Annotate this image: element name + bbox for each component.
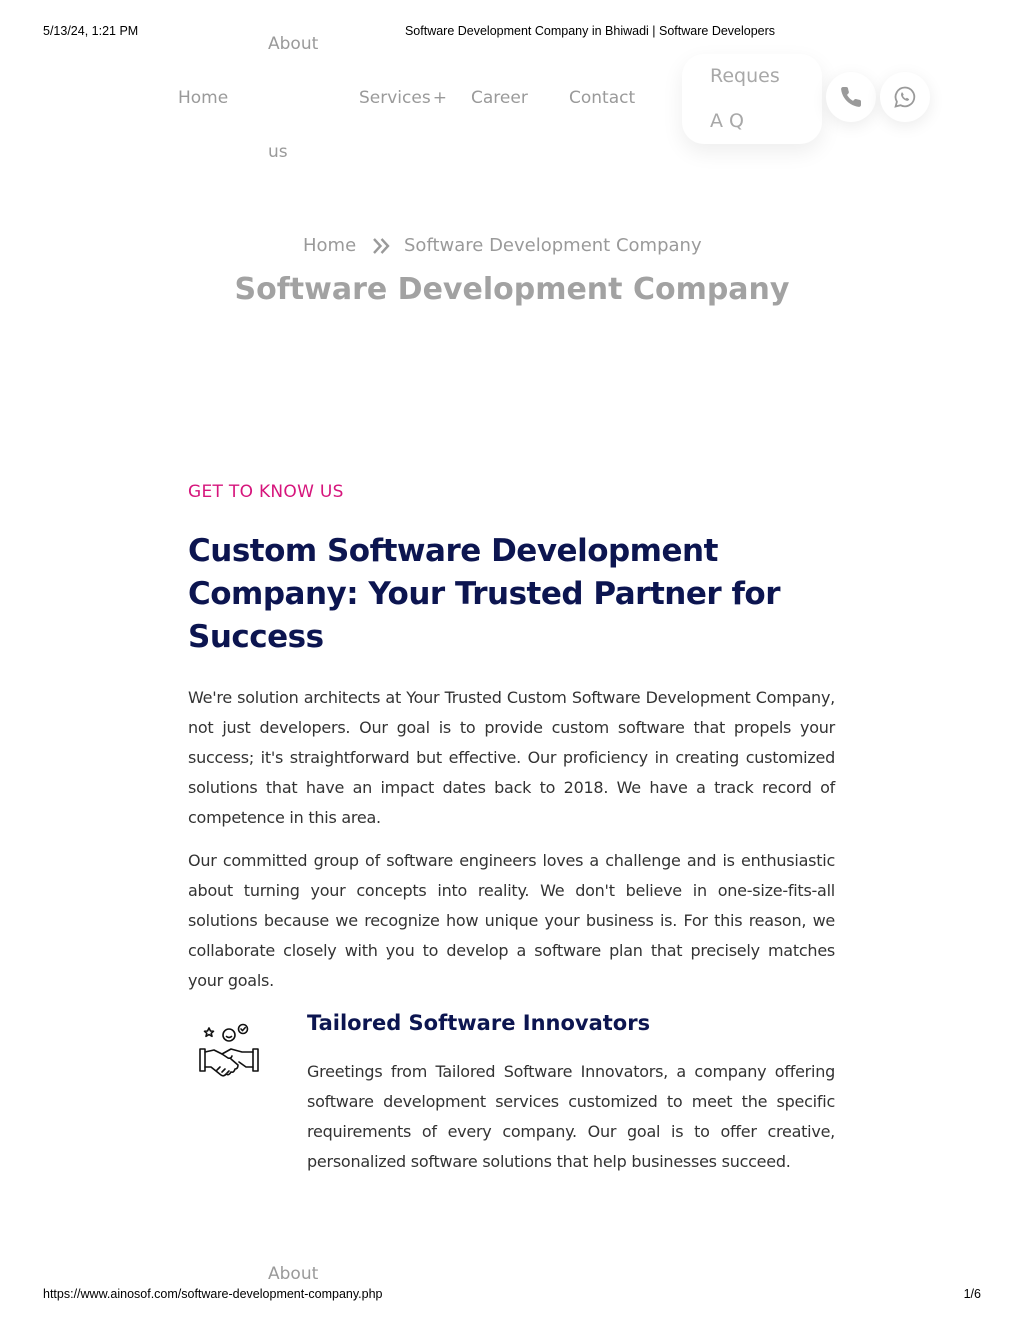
breadcrumb-current: Software Development Company [404, 235, 702, 256]
intro-paragraph: We're solution architects at Your Trusted Custom Software Development Company, not just developers. Our goal is to provide custom software that propels your success; it's straightforward but effective. Our proficiency in creating customized solutions that have an impact dates back to 2018. We have a track record of competence in this area. [188, 688, 835, 827]
ghost-about-label: About [268, 1264, 319, 1284]
print-footer [0, 1287, 1024, 1303]
whatsapp-icon [893, 85, 917, 109]
section-kicker: GET TO KNOW US [188, 482, 344, 502]
breadcrumb [0, 235, 1024, 259]
print-datetime: 5/13/24, 1:21 PM [43, 24, 139, 38]
request-quote-line2: A Q [710, 110, 744, 132]
breadcrumb-home[interactable]: Home [303, 235, 357, 256]
section-heading: Custom Software Development Company: Your Trusted Partner for Success [188, 533, 781, 655]
double-chevron-right-icon [372, 237, 392, 255]
nav-about-line1: About [268, 34, 319, 54]
nav-services[interactable] [359, 88, 447, 108]
plus-icon: + [432, 88, 447, 108]
feature-title: Tailored Software Innovators [307, 1011, 651, 1035]
handshake-icon [198, 1021, 260, 1079]
team-paragraph: Our committed group of software engineers loves a challenge and is enthusiastic about turning your concepts into reality. We don't believe in one-size-fits-all solutions because we recognize how unique your business is. For this reason, we collaborate closely with you to develop a software plan that precisely matches your goals. [188, 851, 835, 990]
request-quote-button[interactable] [682, 54, 822, 144]
print-page-title: Software Development Company in Bhiwadi | Software Developers [404, 24, 776, 38]
print-url: https://www.ainosof.com/software-development-company.php [43, 1287, 383, 1301]
nav-services-label: Services [359, 88, 431, 108]
page-title: Software Development Company [234, 272, 790, 307]
feature-text: Greetings from Tailored Software Innovators, a company offering software development services customized to meet the specific requirements of every company. Our goal is to offer creative, personalized software solutions that help businesses succeed. [307, 1062, 835, 1171]
print-header [0, 24, 1024, 40]
phone-icon [839, 85, 863, 109]
nav-about-us-continuation[interactable] [268, 1264, 338, 1284]
nav-about-line2: us [268, 142, 288, 162]
nav-about-us[interactable] [268, 34, 328, 164]
request-quote-line1: Reques [710, 65, 780, 87]
print-page-number: 1/6 [963, 1287, 981, 1301]
nav-career[interactable]: Career [471, 88, 528, 108]
nav-contact[interactable]: Contact [569, 88, 636, 108]
phone-button[interactable] [826, 72, 876, 122]
whatsapp-button[interactable] [880, 72, 930, 122]
nav-home[interactable]: Home [178, 88, 229, 108]
